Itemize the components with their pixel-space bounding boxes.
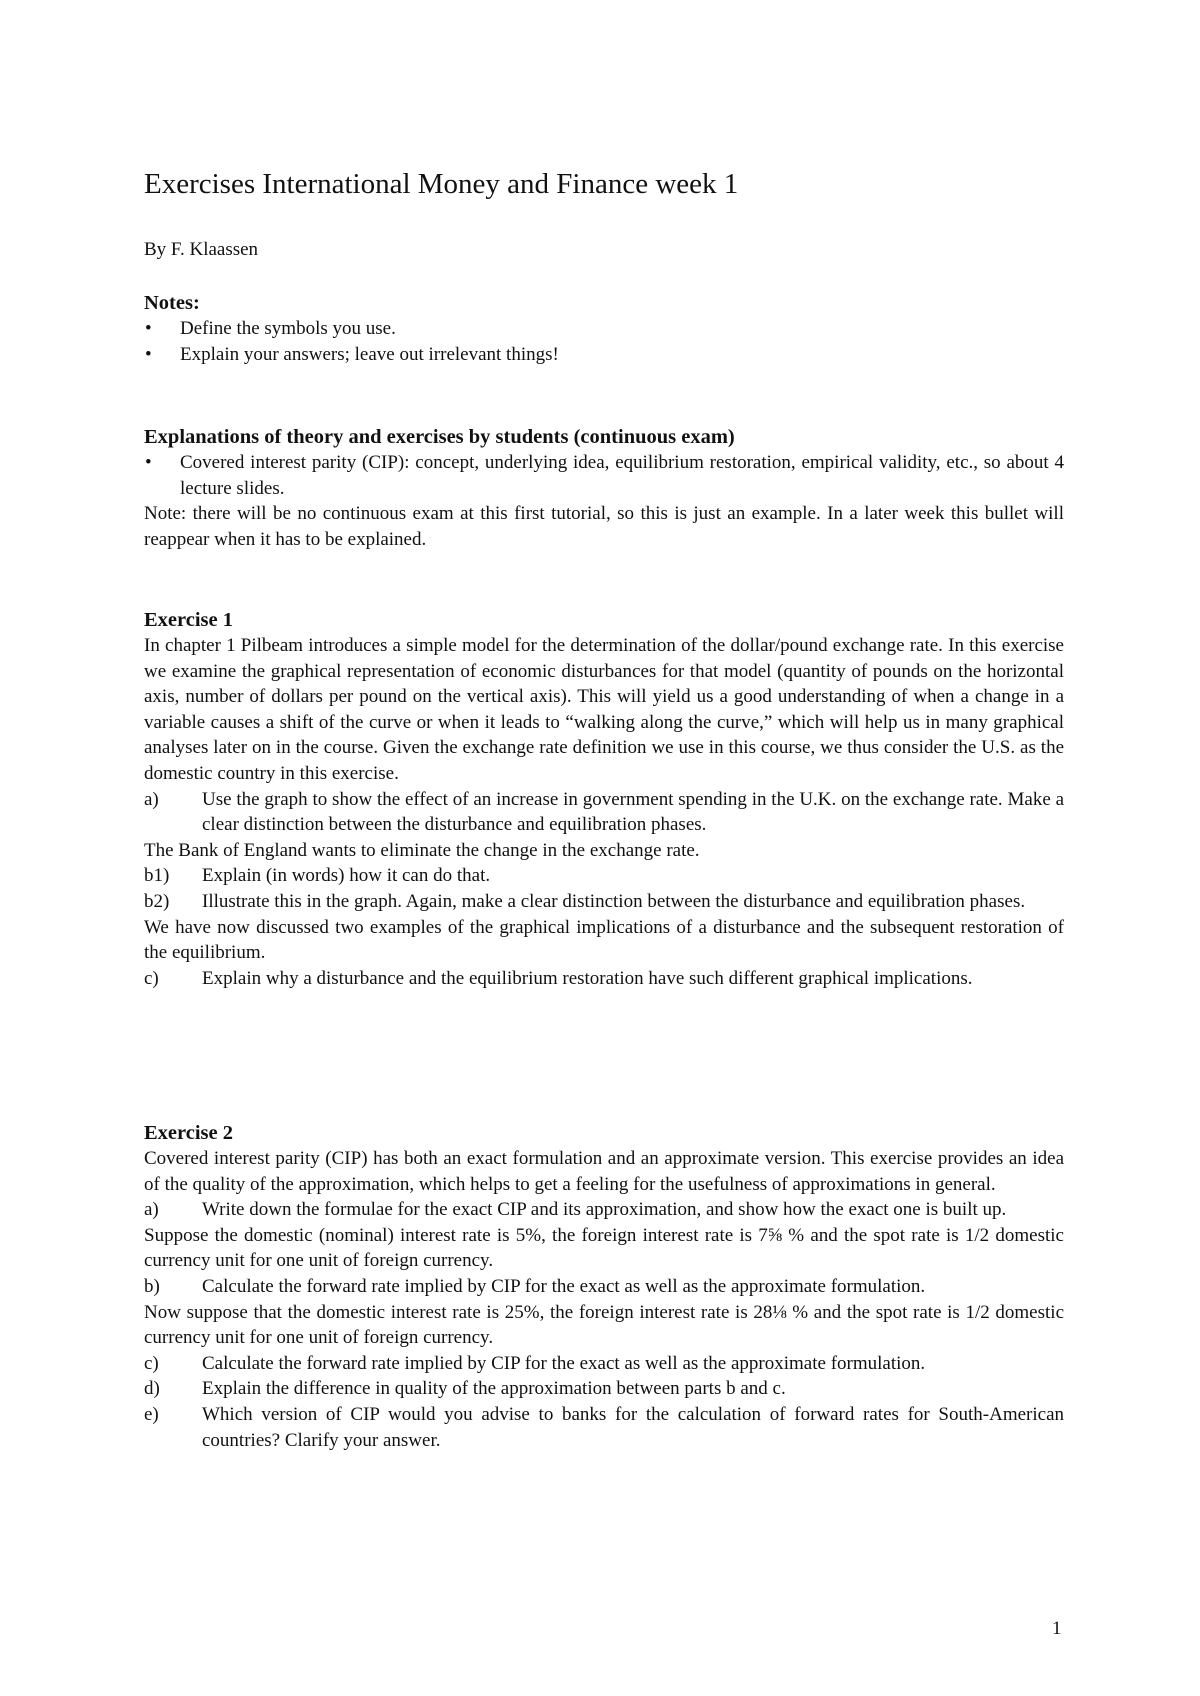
question-text: Which version of CIP would you advise to banks for the calculation of forward rates for South-American countries? Clarify your answer. — [202, 1403, 1064, 1451]
question-label: b2) — [144, 890, 170, 912]
question-label: c) — [144, 967, 159, 989]
question-item — [144, 1402, 1064, 1453]
question-item — [144, 966, 1064, 992]
list-item — [144, 342, 1064, 368]
page-number: 1 — [1052, 1618, 1062, 1639]
notes-section — [144, 290, 1064, 367]
bullet-icon: • — [145, 343, 152, 365]
question-item — [144, 1274, 1064, 1300]
question-text: Write down the formulae for the exact CIP and its approximation, and show how the exact one is built up. — [202, 1199, 1007, 1221]
question-text: Explain (in words) how it can do that. — [202, 865, 491, 887]
question-item — [144, 1351, 1064, 1377]
question-label: b) — [144, 1275, 160, 1297]
notes-list — [144, 316, 1064, 367]
exercise-1-text: We have now discussed two examples of the graphical implications of a disturbance and the subsequent restoration of the equilibrium. — [144, 916, 1064, 964]
question-text: Use the graph to show the effect of an increase in government spending in the U.K. on the exchange rate. Make a clear distinction between the disturbance and equilibration phases. — [202, 788, 1064, 836]
question-label: b1) — [144, 865, 170, 887]
question-label: c) — [144, 1352, 159, 1374]
document-title: Exercises International Money and Finance week 1 — [144, 168, 739, 200]
question-item — [144, 863, 1064, 889]
list-item-text: Covered interest parity (CIP): concept, underlying idea, equilibrium restoration, empirical validity, etc., so about 4 lecture slides. — [180, 452, 1064, 499]
question-text: Calculate the forward rate implied by CIP for the exact as well as the approximate formulation. — [202, 1352, 926, 1374]
list-item — [144, 316, 1064, 342]
list-item — [144, 450, 1064, 501]
list-item-text: Define the symbols you use. — [180, 318, 396, 339]
question-item — [144, 889, 1064, 915]
question-text: Illustrate this in the graph. Again, make a clear distinction between the disturbance and equilibration phases. — [202, 890, 1026, 912]
exercise-1-intro: In chapter 1 Pilbeam introduces a simple model for the determination of the dollar/pound exchange rate. In this exercise we examine the graphical representation of economic disturbances for that model (quantity of pounds on the horizontal axis, number of dollars per pound on the vertical axis). This will yield us a good understanding of when a change in a variable causes a shift of the curve or when it leads to “walking along the curve,” which will help us in many graphical analyses later on in the course. Given the exchange rate definition we use in this course, we thus consider the U.S. as the domestic country in this exercise. — [144, 635, 1064, 784]
question-item — [144, 787, 1064, 838]
question-text: Explain the difference in quality of the approximation between parts b and c. — [202, 1378, 786, 1400]
question-label: a) — [144, 788, 159, 810]
exercise-1-heading: Exercise 1 — [144, 609, 233, 631]
question-item — [144, 1376, 1064, 1402]
list-item-text: Explain your answers; leave out irrelevant things! — [180, 343, 559, 365]
exercise-1-text: The Bank of England wants to eliminate the change in the exchange rate. — [144, 839, 700, 861]
question-text: Explain why a disturbance and the equilibrium restoration have such different graphical implications. — [202, 967, 973, 989]
notes-heading: Notes: — [144, 292, 200, 314]
exercise-1-section — [144, 607, 1064, 991]
explanations-note: Note: there will be no continuous exam at this first tutorial, so this is just an example. In a later week this bullet will reappear when it has to be explained. — [144, 503, 1064, 550]
question-label: d) — [144, 1378, 160, 1400]
exercise-2-text: Suppose the domestic (nominal) interest rate is 5%, the foreign interest rate is 7⅝ % and the spot rate is 1/2 domestic currency unit for one unit of foreign currency. — [144, 1224, 1064, 1272]
question-label: e) — [144, 1403, 159, 1425]
explanations-list — [144, 450, 1064, 501]
bullet-icon: • — [145, 318, 152, 339]
exercise-2-intro: Covered interest parity (CIP) has both an exact formulation and an approximate version. This exercise provides an idea of the quality of the approximation, which helps to get a feeling for the usefulness of approximations in general. — [144, 1148, 1064, 1195]
bullet-icon: • — [145, 452, 152, 473]
explanations-section — [144, 424, 1064, 552]
author-line: By F. Klaassen — [144, 239, 259, 260]
question-label: a) — [144, 1199, 159, 1221]
explanations-heading: Explanations of theory and exercises by students (continuous exam) — [144, 426, 735, 448]
exercise-2-text: Now suppose that the domestic interest rate is 25%, the foreign interest rate is 28⅛ % and the spot rate is 1/2 domestic currency unit for one unit of foreign currency. — [144, 1301, 1064, 1349]
exercise-2-heading: Exercise 2 — [144, 1122, 233, 1144]
question-text: Calculate the forward rate implied by CIP for the exact as well as the approximate formulation. — [202, 1275, 926, 1297]
question-item — [144, 1197, 1064, 1223]
exercise-2-section — [144, 1120, 1064, 1453]
